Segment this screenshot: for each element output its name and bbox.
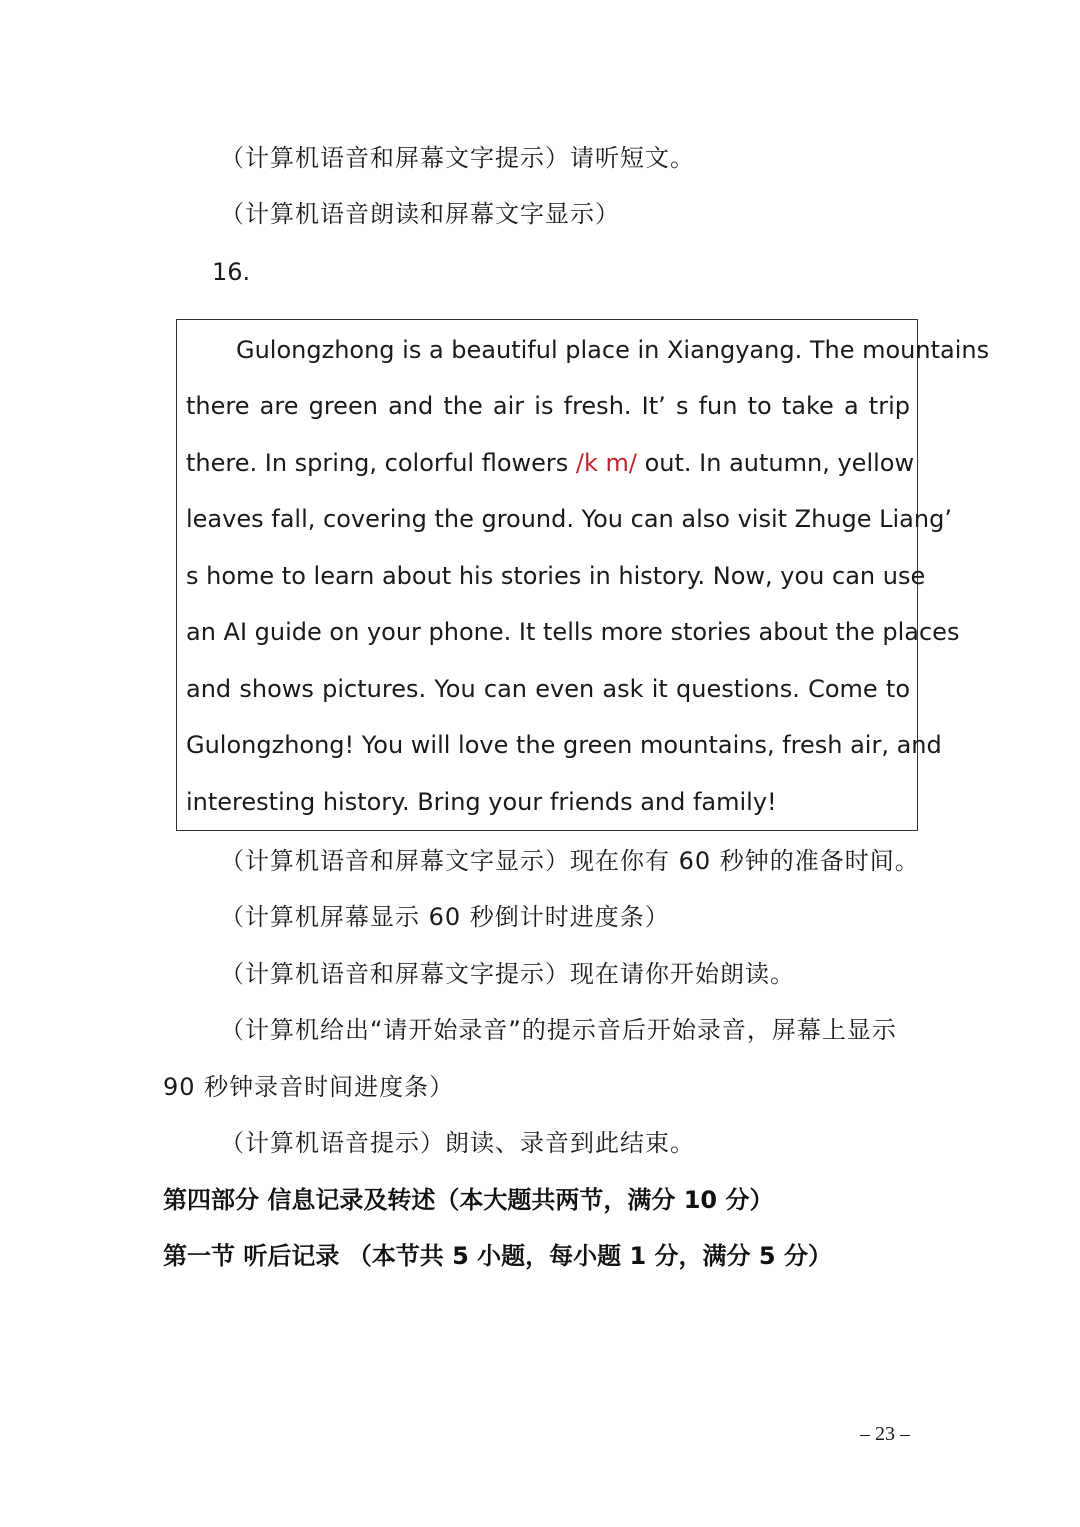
instruction-end: （计算机语音提示）朗读、录音到此结束。 xyxy=(220,1129,695,1157)
section-heading-section1: 第一节 听后记录 （本节共 5 小题，每小题 1 分，满分 5 分） xyxy=(163,1242,832,1270)
instruction-listen-passage: （计算机语音和屏幕文字提示）请听短文。 xyxy=(220,144,695,172)
passage-line: and shows pictures. You can even ask it questions. Come to xyxy=(186,675,910,703)
instruction-recording: （计算机给出“请开始录音”的提示音后开始录音，屏幕上显示 xyxy=(220,1016,897,1044)
page-number: – 23 – xyxy=(860,1423,910,1445)
section-heading-part4: 第四部分 信息记录及转述（本大题共两节，满分 10 分） xyxy=(163,1186,774,1214)
passage-line: Gulongzhong is a beautiful place in Xiangyang. The mountains xyxy=(236,336,990,364)
passage-line: Gulongzhong! You will love the green mountains, fresh air, and xyxy=(186,731,942,759)
instruction-countdown: （计算机屏幕显示 60 秒倒计时进度条） xyxy=(220,903,670,931)
instruction-start-reading: （计算机语音和屏幕文字提示）现在请你开始朗读。 xyxy=(220,960,795,988)
instruction-read-display: （计算机语音朗读和屏幕文字显示） xyxy=(220,200,620,228)
passage-line-start: there. In spring, colorful flowers xyxy=(186,449,576,477)
passage-line: leaves fall, covering the ground. You can also visit Zhuge Liang’ xyxy=(186,505,952,533)
instruction-prep-time: （计算机语音和屏幕文字显示）现在你有 60 秒钟的准备时间。 xyxy=(220,847,920,875)
phonetic-transcription: /k m/ xyxy=(575,449,637,477)
passage-line: interesting history. Bring your friends and family! xyxy=(186,788,777,816)
instruction-recording-cont: 90 秒钟录音时间进度条） xyxy=(163,1073,455,1101)
passage-line: an AI guide on your phone. It tells more stories about the places xyxy=(186,618,960,646)
passage-line xyxy=(186,447,915,479)
passage-line: there are green and the air is fresh. It’ s fun to take a trip xyxy=(186,392,910,420)
passage-line: s home to learn about his stories in history. Now, you can use xyxy=(186,562,926,590)
passage-line-end: out. In autumn, yellow xyxy=(636,449,915,477)
question-number: 16. xyxy=(212,258,251,286)
